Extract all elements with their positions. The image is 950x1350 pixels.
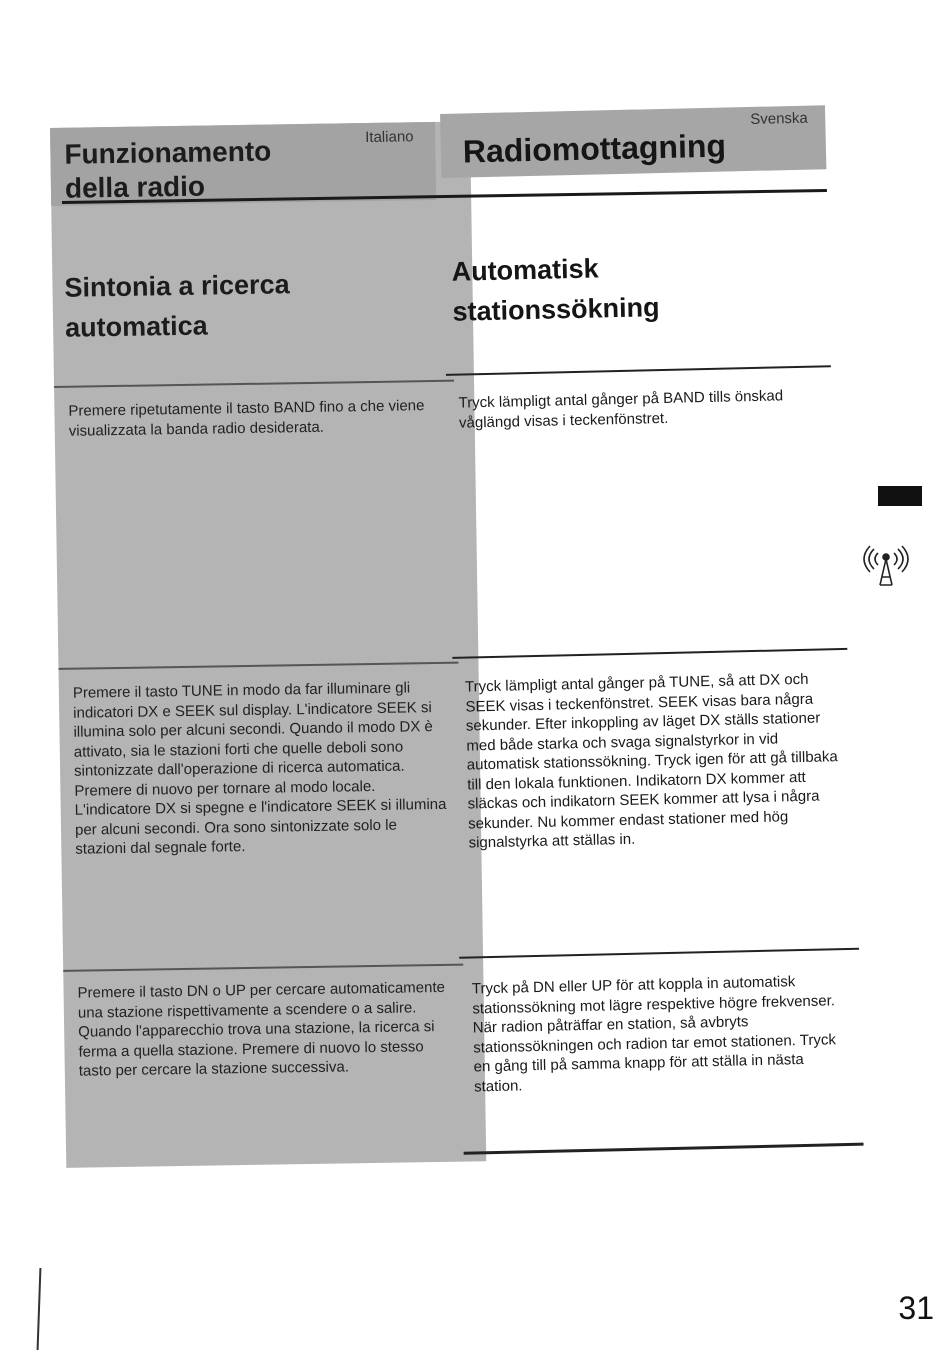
swedish-section-title-line-2: stationssökning bbox=[452, 292, 660, 327]
swedish-section-title-line-1: Automatisk bbox=[451, 253, 599, 287]
language-label-italian: Italiano bbox=[365, 128, 414, 147]
italian-title-line-1: Funzionamento bbox=[64, 135, 272, 170]
italian-section-title-line-1: Sintonia a ricerca bbox=[64, 269, 290, 303]
radio-antenna-icon bbox=[858, 545, 914, 589]
swedish-rule-2 bbox=[452, 648, 847, 659]
italian-rule-3 bbox=[63, 964, 463, 972]
swedish-column bbox=[440, 102, 883, 1151]
italian-paragraph-seek: Premere il tasto DN o UP per cercare automaticamente una stazione rispettivamente a scendere o a salire. Quando l'apparecchio trova una stazione, la ricerca si ferma a quella stazione. Premere di nuovo lo stesso tasto per cercare la stazione successiva. bbox=[77, 978, 446, 1080]
swedish-paragraph-tune: Tryck lämpligt antal gånger på TUNE, så att DX och SEEK visas i teckenfönstret. SEEK visas bara några sekunder. Efter inkoppling av läget DX ställs stationer med både starka och svaga signalstyrkor in vid automatisk stationssökning. Tryck igen för att gå tillbaka till den lokala funktionen. Indikatorn DX kommer att släckas och indikatorn SEEK kommer att lysa i några sekunder. Nu kommer endast stationer med hög signalstyrka att ställas in. bbox=[464, 670, 838, 852]
italian-paragraph-tune: Premere il tasto TUNE in modo da far illuminare gli indicatori DX e SEEK sul display. L'indicatore SEEK si illumina solo per alcuni secondi. Quando il modo DX è attivato, sia le stazioni forti che quelle deboli sono sintonizzate dall'operazione di ricerca automatica. Premere di nuovo per tornare al modo locale. L'indicatore DX si spegne e l'indicatore SEEK si illumina per alcuni secondi. Ora sono sintonizzate solo le stazioni dal segnale forte. bbox=[72, 679, 447, 858]
italian-rule-1 bbox=[54, 380, 454, 388]
language-label-swedish: Svenska bbox=[750, 109, 808, 128]
italian-title-line-2: della radio bbox=[64, 170, 206, 204]
italian-rule-2 bbox=[58, 662, 458, 670]
italian-section-title-line-2: automatica bbox=[64, 310, 208, 343]
italian-paragraph-band: Premere ripetutamente il tasto BAND fino a che viene visualizzata la banda radio desiderata. bbox=[68, 397, 425, 440]
swedish-paragraph-seek: Tryck på DN eller UP för att koppla in automatisk stationssökning mot lägre respektive högre frekvenser. När radion påträffar en station, så avbryts stationssökningen och radion tar emot stationen. Tryck en gång till på samma knapp för att ställa in nästa station. bbox=[471, 973, 837, 1095]
swedish-section-title bbox=[451, 247, 660, 332]
swedish-rule-3 bbox=[459, 948, 859, 959]
page-number: 31 bbox=[898, 1290, 934, 1326]
section-tab-marker-icon bbox=[878, 486, 922, 506]
swedish-chapter-title: Radiomottagning bbox=[462, 127, 727, 170]
italian-chapter-title bbox=[64, 135, 272, 206]
swedish-rule-bottom bbox=[464, 1143, 864, 1155]
swedish-rule-1 bbox=[446, 365, 831, 376]
scan-margin-line bbox=[37, 1268, 42, 1350]
italian-section-title bbox=[64, 264, 290, 348]
swedish-paragraph-band: Tryck lämpligt antal gånger på BAND tills önskad våglängd visas i teckenfönstret. bbox=[458, 387, 784, 432]
italian-column bbox=[50, 121, 486, 1167]
